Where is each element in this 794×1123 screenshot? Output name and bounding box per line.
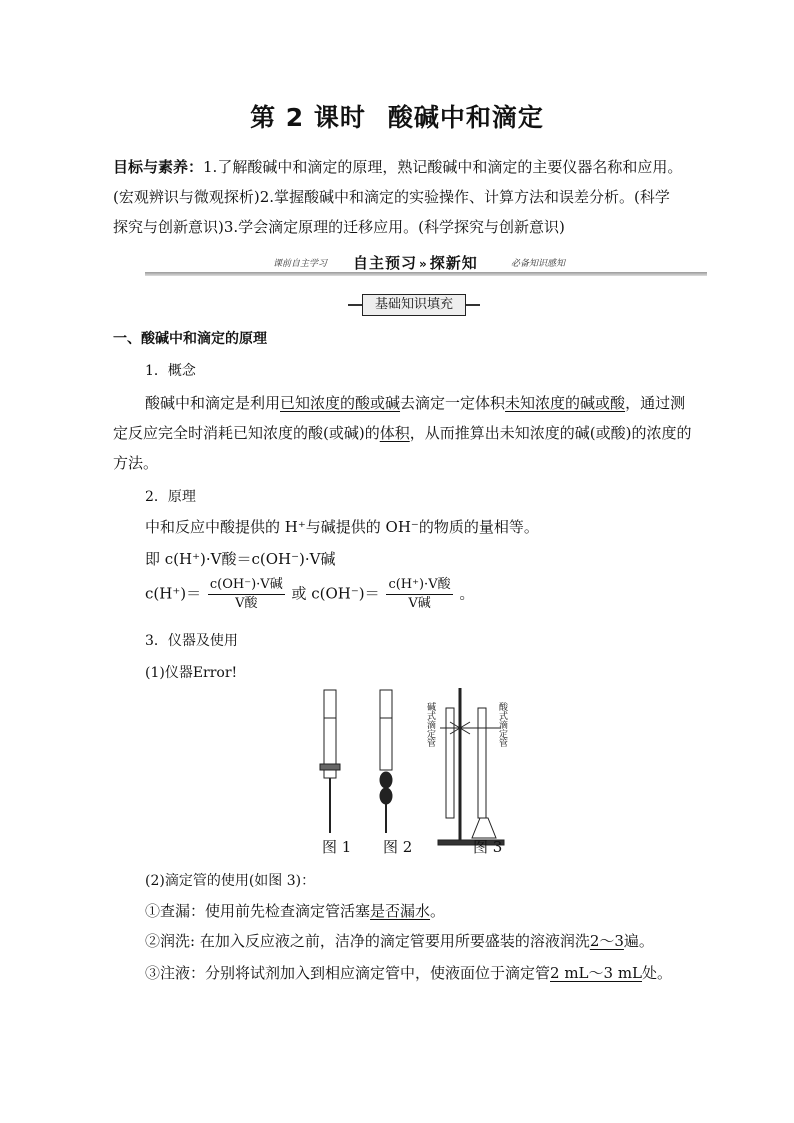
page-title: [0, 98, 794, 134]
title-part1: 第 2 课时: [250, 103, 366, 132]
burette-acid-figure-1: [320, 690, 340, 833]
label-base-burette: 碱式滴定管: [425, 702, 435, 747]
caption-figure-2: 图 2: [383, 838, 413, 856]
title-part2: 酸碱中和滴定: [387, 103, 544, 132]
titration-stand-figure-3: [438, 688, 504, 845]
label-acid-burette: 酸式滴定管: [497, 702, 507, 747]
banner-right-text: 必备知识感知: [511, 259, 566, 269]
burette-figure: [310, 688, 520, 858]
section-badge: [348, 294, 480, 316]
step-rinse: ②润洗: 在加入反应液之前，洁净的滴定管要用所要盛装的溶液润洗2～3遍。: [145, 932, 654, 950]
concept-paragraph: 酸碱中和滴定是利用已知浓度的酸或碱去滴定一定体积未知浓度的碱或酸，通过测定反应完全时消耗已知浓度的酸(或碱)的体积，从而推算出未知浓度的碱(或酸)的浓度的方法。: [113, 394, 692, 472]
step-fill: ③注液：分别将试剂加入到相应滴定管中，使液面位于滴定管2 mL～3 mL处。: [145, 964, 673, 982]
caption-figure-3: 图 3: [473, 838, 503, 856]
principle-heading: 2．原理: [145, 489, 196, 505]
instrument-heading: 3．仪器及使用: [145, 633, 238, 649]
banner-left-text: 课前自主学习: [273, 259, 328, 269]
learning-goals: [113, 152, 683, 242]
formula-2: c(H⁺)＝ $\frac{\text{c(OH⁻)·V碱}}{\text{V酸}}$ 或 c(OH⁻)＝ $\frac{\text{c(H⁺)·V酸}}{\text{V碱}}$ 。: [145, 577, 475, 611]
step-leak-check: ①查漏：使用前先检查滴定管活塞是否漏水。: [145, 902, 446, 920]
banner-main: 自主预习 » 探新知: [353, 254, 478, 272]
caption-figure-1: 图 1: [322, 838, 352, 856]
principle-text: 中和反应中酸提供的 H⁺与碱提供的 OH⁻的物质的量相等。: [145, 518, 539, 536]
use-heading: (2)滴定管的使用(如图 3)：: [145, 873, 316, 889]
formula-1: 即 c(H⁺)·V酸＝c(OH⁻)·V碱: [145, 550, 336, 568]
goals-text: 1.了解酸碱中和滴定的原理，熟记酸碱中和滴定的主要仪器名称和应用。(宏观辨识与微观探析)2.掌握酸碱中和滴定的实验操作、计算方法和误差分析。(科学探究与创新意识)3.学会滴定原理的迁移应用。(科学探究与创新意识): [113, 158, 683, 236]
badge-label: 基础知识填充: [362, 294, 466, 316]
instrument-sub: (1)仪器Error!: [145, 665, 238, 681]
burette-base-figure-2: [380, 690, 392, 833]
goals-label: 目标与素养：: [113, 158, 204, 176]
concept-heading: 1．概念: [145, 363, 196, 379]
section-banner: [145, 254, 707, 276]
section-heading-principle: 一、酸碱中和滴定的原理: [113, 331, 267, 347]
